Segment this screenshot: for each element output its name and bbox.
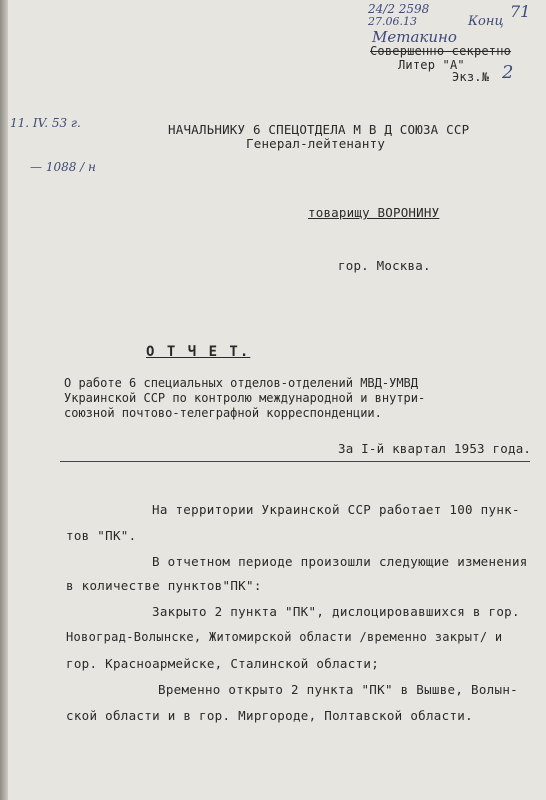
addressee-name: товарищу ВОРОНИНУ bbox=[308, 205, 440, 220]
handwritten-page-number: 71 bbox=[510, 2, 531, 21]
report-period: За I-й квартал 1953 года. bbox=[338, 441, 532, 456]
addressee-line-2: Генерал-лейтенанту bbox=[246, 136, 386, 151]
addressee-line-1: НАЧАЛЬНИКУ 6 СПЕЦОТДЕЛА М В Д СОЮЗА ССР bbox=[168, 122, 470, 137]
body-line: гор. Красноармейске, Сталинской области; bbox=[66, 656, 380, 671]
handwritten-metadata-word: Метакино bbox=[372, 28, 457, 46]
margin-number: — 1088 / н bbox=[30, 160, 96, 174]
divider-line bbox=[60, 461, 530, 462]
body-line: В отчетном периоде произошли следующие изменения bbox=[152, 554, 528, 569]
margin-date: 11. IV. 53 г. bbox=[10, 116, 81, 130]
classification-struck: Совершенно секретно bbox=[370, 44, 512, 58]
addressee-city: гор. Москва. bbox=[338, 258, 431, 273]
body-line: в количестве пунктов"ПК": bbox=[66, 578, 262, 593]
page-edge-shadow bbox=[0, 0, 8, 800]
report-subject bbox=[64, 376, 425, 421]
copy-number: 2 bbox=[502, 62, 514, 83]
classification-litera: Литер "А" bbox=[398, 58, 465, 72]
subject-line: Украинской ССР по контролю международной и внутри- bbox=[64, 391, 426, 405]
copy-label: Экз.№ bbox=[452, 70, 490, 84]
body-line: ской области и в гор. Миргороде, Полтавской области. bbox=[66, 708, 473, 723]
subject-line: О работе 6 специальных отделов-отделений МВД-УМВД bbox=[64, 376, 419, 390]
handwritten-code-1: 24/2 2598 bbox=[368, 2, 430, 16]
handwritten-code-2: 27.06.13 bbox=[368, 15, 417, 28]
body-line: На территории Украинской ССР работает 100 пунк- bbox=[152, 502, 520, 517]
body-line: Новоград-Волынске, Житомирской области /временно закрыт/ и bbox=[66, 630, 503, 644]
body-line: тов "ПК". bbox=[66, 528, 137, 543]
handwritten-word: Конц bbox=[468, 14, 504, 29]
body-line: Закрыто 2 пункта "ПК", дислоцировавшихся в гор. bbox=[152, 604, 520, 619]
report-title: О Т Ч Е Т. bbox=[146, 344, 251, 360]
subject-line: союзной почтово-телеграфной корреспонденции. bbox=[64, 406, 382, 420]
body-line: Временно открыто 2 пункта "ПК" в Вышве, Волын- bbox=[158, 682, 518, 697]
